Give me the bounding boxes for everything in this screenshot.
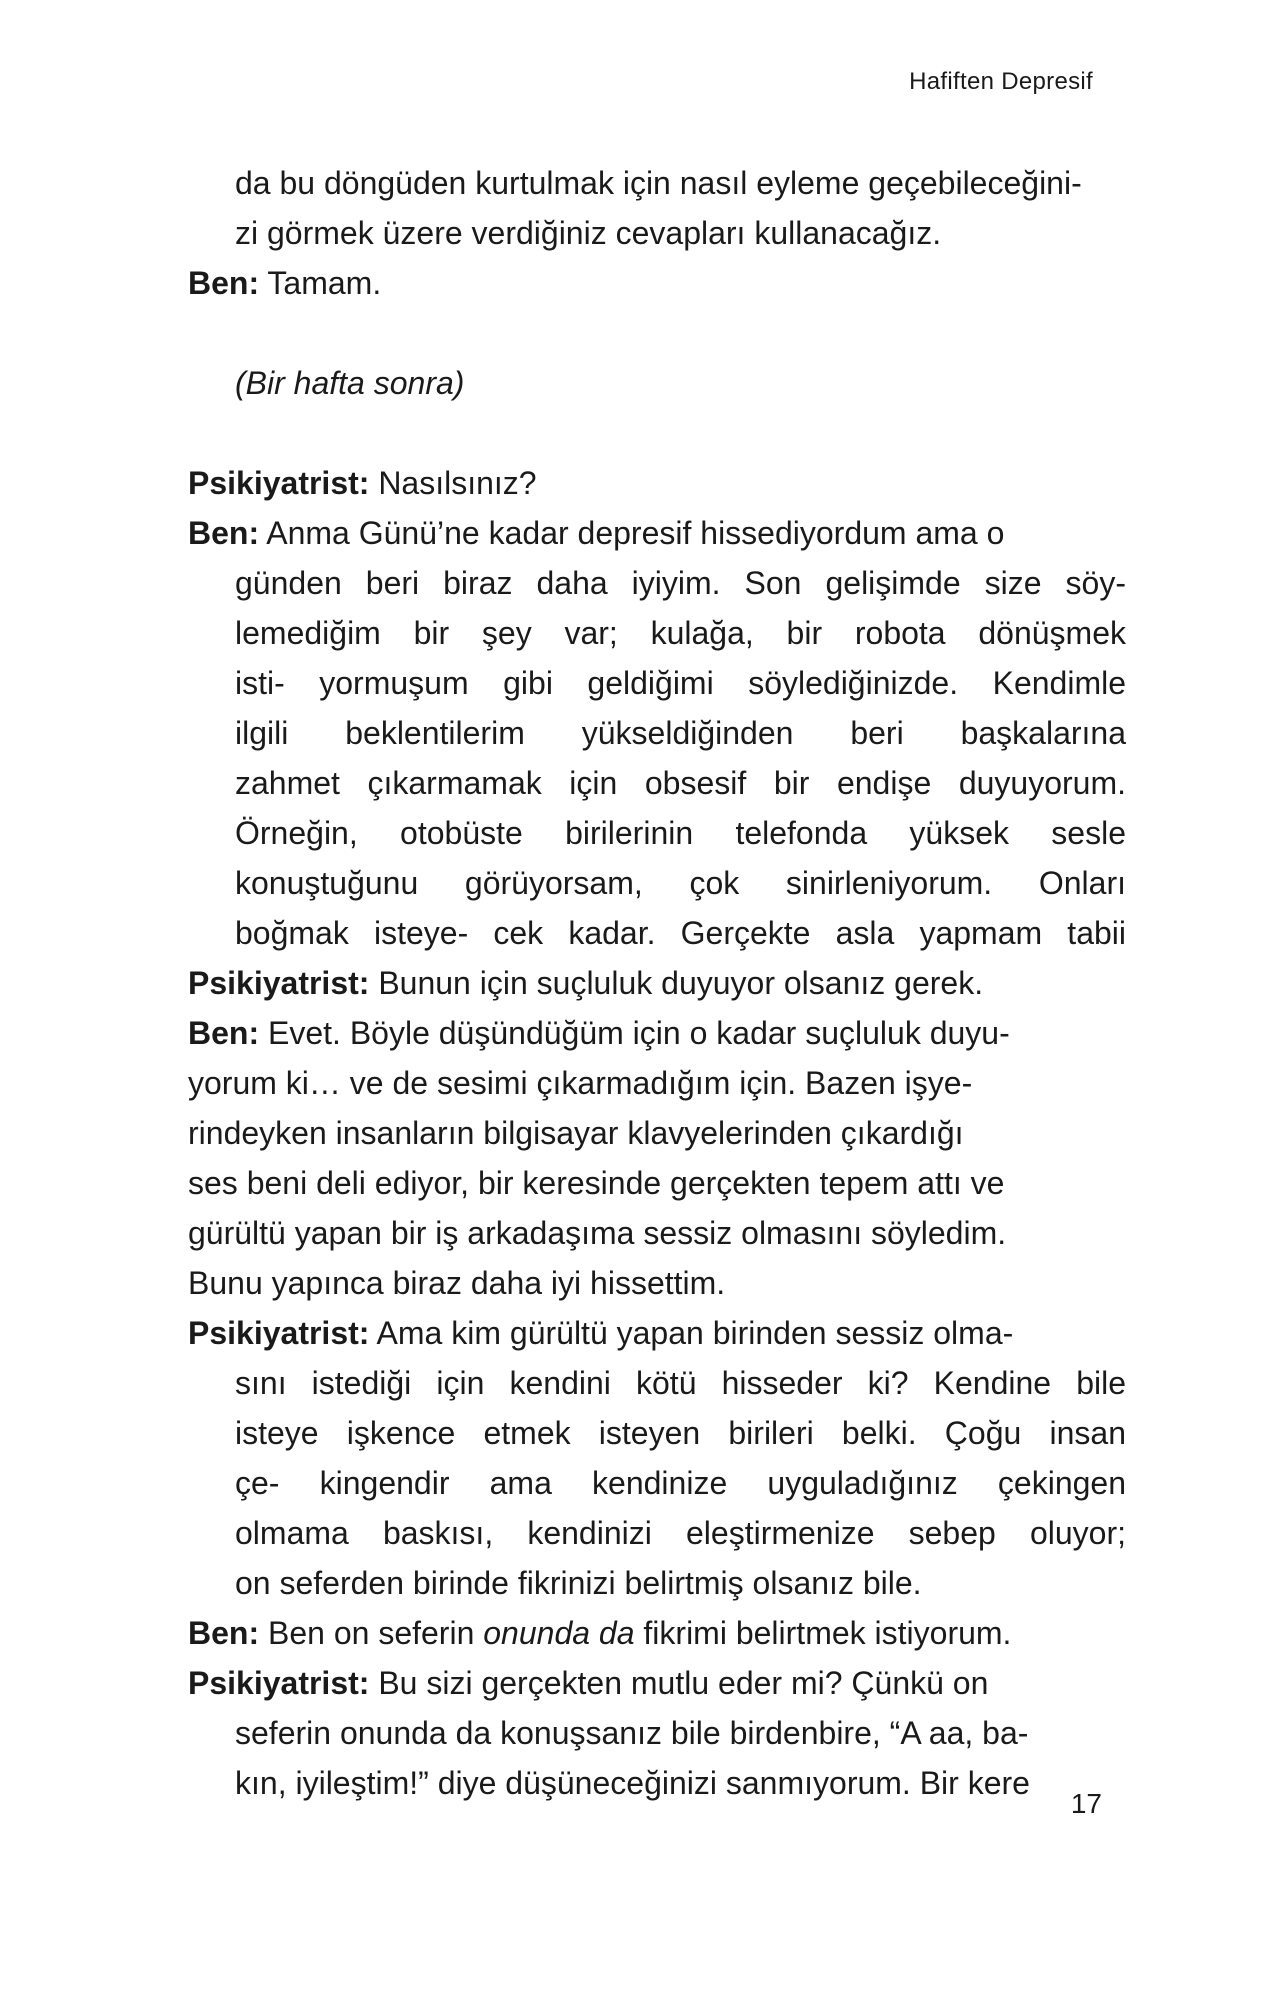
line-text: isteye işkence etmek isteyen birileri belki. Çoğu insan bbox=[235, 1415, 1126, 1451]
line-text: da bu döngüden kurtulmak için nasıl eyleme geçebileceğini- bbox=[235, 165, 1082, 201]
dialogue-line bbox=[188, 458, 1126, 508]
line-text: olmama baskısı, kendinizi eleştirmenize sebep oluyor; bbox=[235, 1515, 1126, 1551]
text-line bbox=[188, 1708, 1126, 1758]
line-text: Bunu yapınca biraz daha iyi hissettim. bbox=[188, 1265, 726, 1301]
dialogue-line bbox=[188, 958, 1126, 1008]
line-text: gürültü yapan bir iş arkadaşıma sessiz olmasını söyledim. bbox=[188, 1215, 1007, 1251]
speaker-label: Psikiyatrist: bbox=[188, 1315, 370, 1351]
text-line bbox=[188, 1758, 1126, 1808]
line-text: Ben on seferin bbox=[259, 1615, 484, 1651]
line-text: konuştuğunu görüyorsam, çok sinirleniyorum. Onları bbox=[235, 865, 1126, 901]
dialogue-line bbox=[188, 1608, 1126, 1658]
text-line bbox=[188, 1058, 1126, 1108]
text-line bbox=[188, 1408, 1126, 1458]
line-text: sını istediği için kendini kötü hisseder ki? Kendine bile bbox=[235, 1365, 1126, 1401]
dialogue-line bbox=[188, 1008, 1126, 1058]
text-line bbox=[188, 1558, 1126, 1608]
line-text: yorum ki… ve de sesimi çıkarmadığım için. Bazen işye- bbox=[188, 1065, 973, 1101]
speaker-label: Ben: bbox=[188, 1015, 260, 1051]
dialogue-line bbox=[188, 508, 1126, 558]
text-line bbox=[188, 758, 1126, 808]
line-text: (Bir hafta sonra) bbox=[235, 365, 465, 401]
speaker-label: Ben: bbox=[188, 515, 260, 551]
dialogue-line bbox=[188, 258, 1126, 308]
emphasis-text: onunda da bbox=[483, 1615, 635, 1651]
text-line bbox=[188, 1108, 1126, 1158]
line-text: zahmet çıkarmamak için obsesif bir endişe duyuyorum. bbox=[235, 765, 1126, 801]
text-line bbox=[188, 1458, 1126, 1508]
text-line bbox=[188, 608, 1126, 658]
text-line bbox=[188, 358, 1126, 408]
line-text: Anma Günü’ne kadar depresif hissediyordum ama o bbox=[259, 515, 1005, 551]
text-line bbox=[188, 858, 1126, 908]
text-line bbox=[188, 1258, 1126, 1308]
line-text: seferin onunda da konuşsanız bile birdenbire, “A aa, ba- bbox=[235, 1715, 1029, 1751]
line-text: ilgili beklentilerim yükseldiğinden beri başkalarına bbox=[235, 715, 1126, 751]
blank-line bbox=[188, 408, 1126, 458]
line-text: Örneğin, otobüste birilerinin telefonda yüksek sesle bbox=[235, 815, 1126, 851]
text-line bbox=[188, 658, 1126, 708]
line-text: günden beri biraz daha iyiyim. Son gelişimde size söy- bbox=[235, 565, 1126, 601]
blank-line bbox=[188, 308, 1126, 358]
line-text: isti- yormuşum gibi geldiğimi söylediğinizde. Kendimle bbox=[235, 665, 1126, 701]
text-line bbox=[188, 908, 1126, 958]
speaker-label: Psikiyatrist: bbox=[188, 965, 370, 1001]
line-text: Evet. Böyle düşündüğüm için o kadar suçluluk duyu- bbox=[259, 1015, 1010, 1051]
text-line bbox=[188, 558, 1126, 608]
line-text: kın, iyileştim!” diye düşüneceğinizi sanmıyorum. Bir kere bbox=[235, 1765, 1030, 1801]
line-text: ses beni deli ediyor, bir keresinde gerçekten tepem attı ve bbox=[188, 1165, 1005, 1201]
text-line bbox=[188, 1508, 1126, 1558]
running-header: Hafiften Depresif bbox=[909, 68, 1093, 95]
text-line bbox=[188, 1158, 1126, 1208]
line-text: lemediğim bir şey var; kulağa, bir robota dönüşmek bbox=[235, 615, 1126, 651]
line-text: Bunun için suçluluk duyuyor olsanız gerek. bbox=[369, 965, 984, 1001]
speaker-label: Ben: bbox=[188, 1615, 260, 1651]
dialogue-line bbox=[188, 1308, 1126, 1358]
text-line bbox=[188, 1358, 1126, 1408]
page-number: 17 bbox=[1070, 1788, 1102, 1819]
text-line bbox=[188, 158, 1126, 208]
text-line bbox=[188, 708, 1126, 758]
line-text: Tamam. bbox=[259, 265, 382, 301]
line-text: Ama kim gürültü yapan birinden sessiz olma- bbox=[369, 1315, 1014, 1351]
body-text bbox=[188, 158, 1126, 1808]
line-text: Bu sizi gerçekten mutlu eder mi? Çünkü on bbox=[369, 1665, 989, 1701]
line-text: çe- kingendir ama kendinize uyguladığınız çekingen bbox=[235, 1465, 1126, 1501]
dialogue-line bbox=[188, 1658, 1126, 1708]
line-text: boğmak isteye- cek kadar. Gerçekte asla yapmam tabii bbox=[235, 915, 1126, 951]
line-text: on seferden birinde fikrinizi belirtmiş olsanız bile. bbox=[235, 1565, 922, 1601]
speaker-label: Ben: bbox=[188, 265, 260, 301]
line-text-after: fikrimi belirtmek istiyorum. bbox=[634, 1615, 1012, 1651]
text-line bbox=[188, 208, 1126, 258]
speaker-label: Psikiyatrist: bbox=[188, 1665, 370, 1701]
text-line bbox=[188, 1208, 1126, 1258]
line-text: rindeyken insanların bilgisayar klavyelerinden çıkardığı bbox=[188, 1115, 964, 1151]
speaker-label: Psikiyatrist: bbox=[188, 465, 370, 501]
line-text: zi görmek üzere verdiğiniz cevapları kullanacağız. bbox=[235, 215, 942, 251]
text-line bbox=[188, 808, 1126, 858]
line-text: Nasılsınız? bbox=[369, 465, 537, 501]
